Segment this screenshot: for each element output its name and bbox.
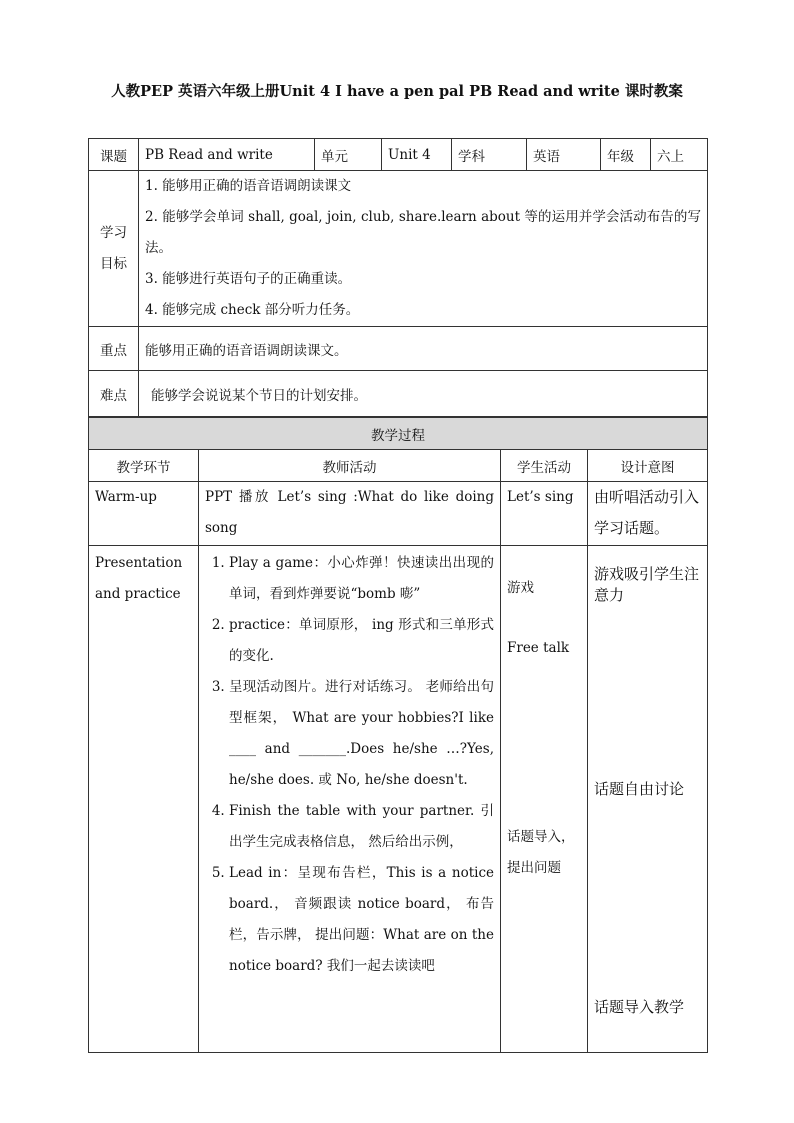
warmup-intent: 由听唱活动引入学习话题。 bbox=[588, 482, 708, 546]
presentation-student bbox=[501, 546, 588, 1053]
unit-value: Unit 4 bbox=[382, 139, 452, 171]
teacher-step: 3. 呈现活动图片。进行对话练习。 老师给出句型框架， What are your hobbies?I like ____ and _______.Does he/she …?Yes, he/she does. 或 No, he/she doesn't. bbox=[229, 672, 494, 796]
student-activity: 话题导入，提出问题 bbox=[507, 829, 575, 876]
subject-value: 英语 bbox=[527, 139, 601, 171]
objective-item: 1. 能够用正确的语音语调朗读课文 bbox=[145, 178, 352, 194]
difficulty-label: 难点 bbox=[89, 371, 139, 417]
grade-label: 年级 bbox=[601, 139, 651, 171]
teacher-step: 5. Lead in：呈现布告栏，This is a notice board.， 音频跟读 notice board， 布告栏，告示牌， 提出问题：What are on the notice board? 我们一起去读读吧 bbox=[229, 858, 494, 982]
teaching-process-table bbox=[88, 417, 708, 1053]
design-intent: 话题自由讨论 bbox=[594, 780, 685, 798]
objectives-content bbox=[139, 171, 708, 327]
topic-label: 课题 bbox=[89, 139, 139, 171]
teacher-step: 4. Finish the table with your partner. 引出学生完成表格信息， 然后给出示例， bbox=[229, 796, 494, 858]
presentation-intent bbox=[588, 546, 708, 1053]
key-point-value: 能够用正确的语音语调朗读课文。 bbox=[139, 327, 708, 371]
subject-label: 学科 bbox=[452, 139, 527, 171]
warmup-student: Let’s sing bbox=[501, 482, 588, 546]
teacher-step: 1. Play a game：小心炸弹！快速读出出现的单词，看到炸弹要说“bomb 嘭” bbox=[229, 548, 494, 610]
objective-item: 3. 能够进行英语句子的正确重读。 bbox=[145, 271, 352, 287]
student-activity: 游戏 bbox=[507, 580, 534, 596]
difficulty-value: 能够学会说说某个节日的计划安排。 bbox=[139, 371, 708, 417]
objective-item: 2. 能够学会单词 shall, goal, join, club, share.learn about 等的运用并学会活动布告的写法。 bbox=[145, 209, 701, 256]
presentation-teacher bbox=[199, 546, 501, 1053]
key-point-label: 重点 bbox=[89, 327, 139, 371]
process-heading: 教学过程 bbox=[89, 418, 708, 450]
objectives-label bbox=[89, 171, 139, 327]
page-title: 人教PEP 英语六年级上册Unit 4 I have a pen pal PB Read and write 课时教案 bbox=[111, 83, 683, 100]
warmup-stage: Warm-up bbox=[89, 482, 199, 546]
design-intent: 话题导入教学 bbox=[594, 998, 685, 1016]
column-teacher: 教师活动 bbox=[199, 450, 501, 482]
column-stage: 教学环节 bbox=[89, 450, 199, 482]
column-student: 学生活动 bbox=[501, 450, 588, 482]
warmup-teacher: PPT 播放 Let’s sing :What do like doing song bbox=[199, 482, 501, 546]
objective-item: 4. 能够完成 check 部分听力任务。 bbox=[145, 302, 360, 318]
teacher-steps-list bbox=[205, 548, 494, 982]
topic-value: PB Read and write bbox=[139, 139, 315, 171]
grade-value: 六上 bbox=[651, 139, 708, 171]
lesson-info-table bbox=[88, 138, 708, 417]
teacher-step: 2. practice：单词原形， ing 形式和三单形式的变化. bbox=[229, 610, 494, 672]
unit-label: 单元 bbox=[315, 139, 382, 171]
objectives-label-text: 学习目标 bbox=[100, 224, 127, 272]
column-intent: 设计意图 bbox=[588, 450, 708, 482]
design-intent: 游戏吸引学生注意力 bbox=[594, 565, 700, 604]
presentation-stage: Presentation and practice bbox=[89, 546, 199, 1053]
student-activity: Free talk bbox=[507, 640, 570, 656]
